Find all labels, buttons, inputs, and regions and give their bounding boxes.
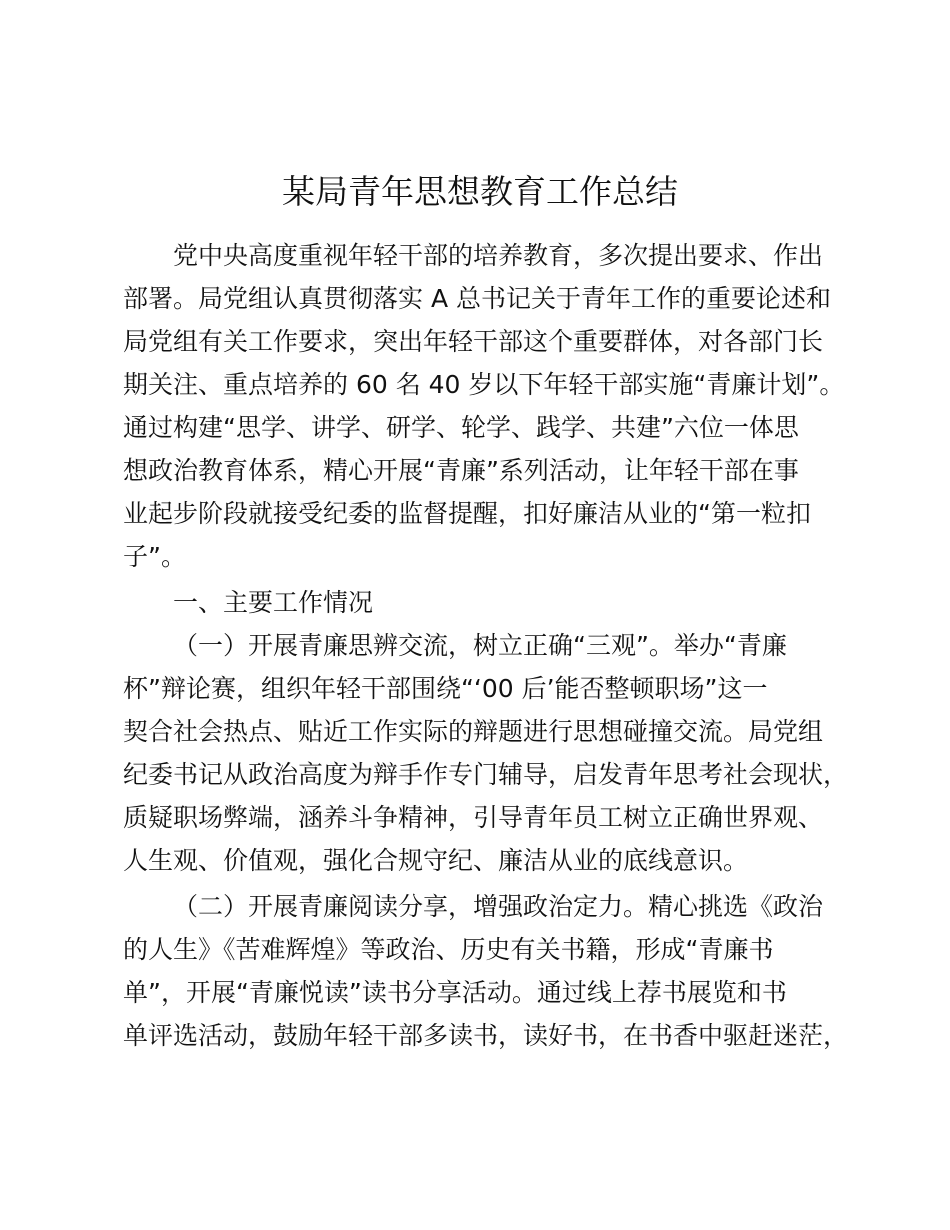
paragraph-line: （一）开展青廉思辨交流，树立正确“三观”。举办“青廉 — [173, 631, 787, 660]
paragraph-line: 局党组有关工作要求，突出年轻干部这个重要群体，对各部门长 — [123, 327, 824, 356]
paragraph-line: 杯”辩论赛，组织年轻干部围绕“‘00 后’能否整顿职场”这一 — [123, 674, 768, 703]
paragraph-line: 党中央高度重视年轻干部的培养教育，多次提出要求、作出 — [173, 241, 824, 270]
paragraph-line: 人生观、价值观，强化合规守纪、廉洁从业的底线意识。 — [123, 846, 749, 875]
paragraph-line: （二）开展青廉阅读分享，增强政治定力。精心挑选《政治 — [173, 892, 824, 921]
paragraph-line: 想政治教育体系，精心开展“青廉”系列活动，让年轻干部在事 — [123, 456, 799, 485]
paragraph-line: 通过构建“思学、讲学、研学、轮学、践学、共建”六位一体思 — [123, 413, 799, 442]
paragraph-line: 期关注、重点培养的 60 名 40 岁以下年轻干部实施“青廉计划”。 — [123, 370, 845, 399]
document-title: 某局青年思想教育工作总结 — [282, 172, 678, 211]
paragraph-line: 子”。 — [123, 542, 186, 571]
paragraph-line: 部署。局党组认真贯彻落实 A 总书记关于青年工作的重要论述和 — [123, 284, 831, 313]
section-heading: 一、主要工作情况 — [173, 588, 374, 617]
paragraph-line: 单评选活动，鼓励年轻干部多读书，读好书，在书香中驱赶迷茫， — [123, 1021, 849, 1050]
paragraph-line: 单”，开展“青廉悦读”读书分享活动。通过线上荐书展览和书 — [123, 978, 787, 1007]
paragraph-line: 纪委书记从政治高度为辩手作专门辅导，启发青年思考社会现状， — [123, 760, 849, 789]
paragraph-line: 契合社会热点、贴近工作实际的辩题进行思想碰撞交流。局党组 — [123, 717, 824, 746]
paragraph-line: 的人生》《苦难辉煌》等政治、历史有关书籍，形成“青廉书 — [123, 935, 774, 964]
paragraph-line: 质疑职场弊端，涵养斗争精神，引导青年员工树立正确世界观、 — [123, 803, 824, 832]
paragraph-line: 业起步阶段就接受纪委的监督提醒，扣好廉洁从业的“第一粒扣 — [123, 499, 811, 528]
